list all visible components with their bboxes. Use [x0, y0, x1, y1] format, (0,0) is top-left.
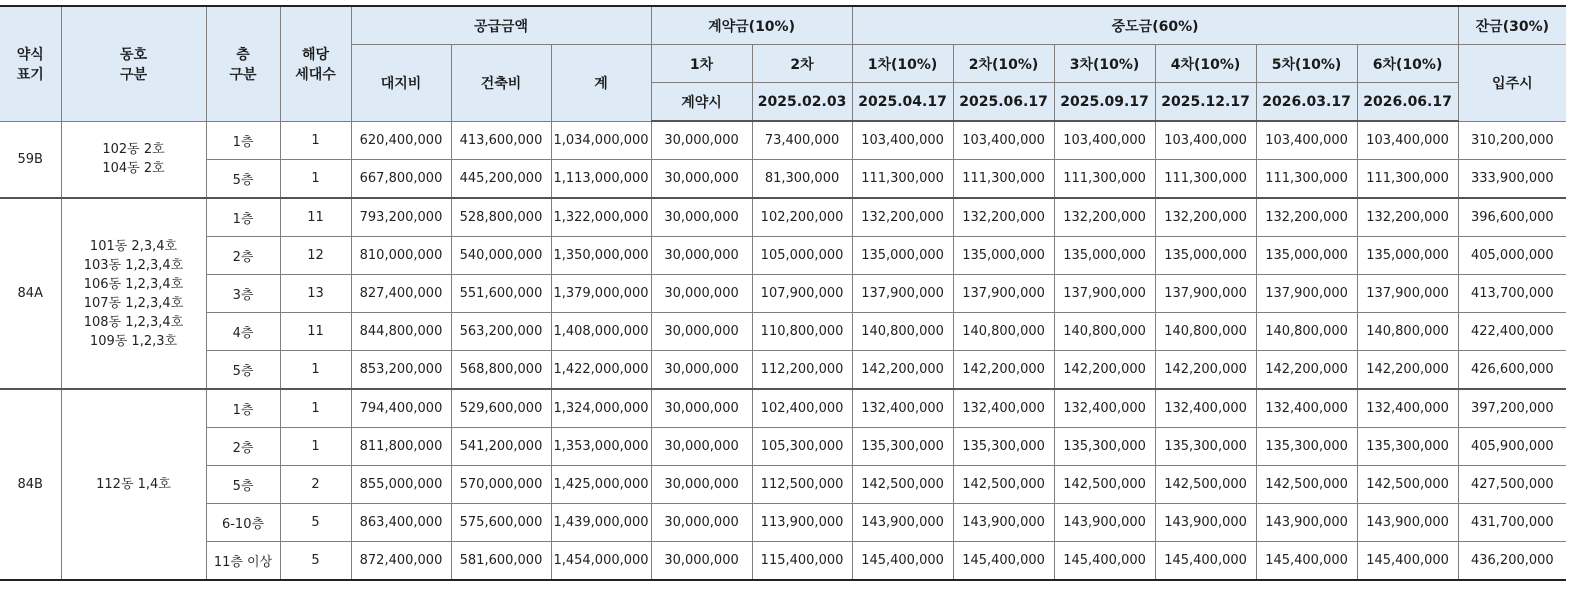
- header-type-abbr-line1: 약식: [16, 46, 44, 63]
- table-row: [0, 313, 1566, 351]
- balance-cell: 413,700,000: [1458, 275, 1566, 313]
- interim-6-cell: 142,200,000: [1357, 351, 1458, 390]
- table-row: [0, 542, 1566, 581]
- interim-6-cell: 140,800,000: [1357, 313, 1458, 351]
- total-price-cell: 1,113,000,000: [551, 160, 651, 199]
- header-type-abbr: [0, 6, 61, 121]
- deposit-2-cell: 105,000,000: [752, 237, 852, 275]
- deposit-2-cell: 102,400,000: [752, 389, 852, 428]
- deposit-1-cell: 30,000,000: [651, 428, 752, 466]
- building-price-cell: 540,000,000: [451, 237, 551, 275]
- balance-cell: 310,200,000: [1458, 121, 1566, 160]
- interim-3-cell: 103,400,000: [1054, 121, 1155, 160]
- interim-1-cell: 143,900,000: [852, 504, 953, 542]
- total-price-cell: 1,034,000,000: [551, 121, 651, 160]
- header-interim-5-date: 2026.03.17: [1256, 83, 1357, 122]
- table-row: [0, 121, 1566, 160]
- balance-cell: 397,200,000: [1458, 389, 1566, 428]
- header-interim: 중도금(60%): [852, 6, 1458, 45]
- interim-2-cell: 142,200,000: [953, 351, 1054, 390]
- deposit-1-cell: 30,000,000: [651, 121, 752, 160]
- header-supply-price: 공급금액: [351, 6, 651, 45]
- land-price-cell: 855,000,000: [351, 466, 451, 504]
- interim-4-cell: 140,800,000: [1155, 313, 1256, 351]
- interim-3-cell: 142,500,000: [1054, 466, 1155, 504]
- dong-ho-cell: [61, 198, 206, 389]
- households-cell: 13: [280, 275, 351, 313]
- dong-ho-line: 109동 1,2,3호: [89, 333, 178, 349]
- deposit-2-cell: 107,900,000: [752, 275, 852, 313]
- dong-ho-line: 104동 2호: [102, 161, 165, 177]
- header-building: 건축비: [451, 45, 551, 122]
- interim-2-cell: 132,400,000: [953, 389, 1054, 428]
- deposit-2-cell: 112,200,000: [752, 351, 852, 390]
- interim-4-cell: 137,900,000: [1155, 275, 1256, 313]
- balance-cell: 405,900,000: [1458, 428, 1566, 466]
- header-deposit-1: 1차: [651, 45, 752, 83]
- deposit-1-cell: 30,000,000: [651, 313, 752, 351]
- floor-cell: 1층: [206, 198, 280, 237]
- households-cell: 11: [280, 313, 351, 351]
- households-cell: 1: [280, 160, 351, 199]
- interim-2-cell: 140,800,000: [953, 313, 1054, 351]
- floor-cell: 5층: [206, 160, 280, 199]
- table-row: [0, 466, 1566, 504]
- building-price-cell: 581,600,000: [451, 542, 551, 581]
- table-row: [0, 237, 1566, 275]
- header-type-abbr-line2: 표기: [16, 66, 44, 83]
- interim-2-cell: 132,200,000: [953, 198, 1054, 237]
- table-row: [0, 198, 1566, 237]
- deposit-2-cell: 102,200,000: [752, 198, 852, 237]
- interim-5-cell: 135,000,000: [1256, 237, 1357, 275]
- supply-price-table: [0, 5, 1566, 581]
- floor-cell: 1층: [206, 389, 280, 428]
- floor-cell: 6-10층: [206, 504, 280, 542]
- table-row: [0, 275, 1566, 313]
- dong-ho-line: 101동 2,3,4호: [89, 238, 178, 254]
- interim-5-cell: 132,200,000: [1256, 198, 1357, 237]
- building-price-cell: 528,800,000: [451, 198, 551, 237]
- interim-4-cell: 142,200,000: [1155, 351, 1256, 390]
- interim-1-cell: 111,300,000: [852, 160, 953, 199]
- total-price-cell: 1,353,000,000: [551, 428, 651, 466]
- deposit-1-cell: 30,000,000: [651, 237, 752, 275]
- deposit-2-cell: 115,400,000: [752, 542, 852, 581]
- total-price-cell: 1,324,000,000: [551, 389, 651, 428]
- floor-cell: 2층: [206, 237, 280, 275]
- interim-1-cell: 145,400,000: [852, 542, 953, 581]
- building-price-cell: 445,200,000: [451, 160, 551, 199]
- land-price-cell: 620,400,000: [351, 121, 451, 160]
- header-interim-2-date: 2025.06.17: [953, 83, 1054, 122]
- interim-3-cell: 143,900,000: [1054, 504, 1155, 542]
- table-header: [0, 6, 1566, 121]
- interim-1-cell: 135,000,000: [852, 237, 953, 275]
- interim-2-cell: 137,900,000: [953, 275, 1054, 313]
- interim-6-cell: 111,300,000: [1357, 160, 1458, 199]
- deposit-1-cell: 30,000,000: [651, 275, 752, 313]
- header-interim-4-date: 2025.12.17: [1155, 83, 1256, 122]
- deposit-1-cell: 30,000,000: [651, 389, 752, 428]
- interim-5-cell: 142,200,000: [1256, 351, 1357, 390]
- header-interim-4: 4차(10%): [1155, 45, 1256, 83]
- deposit-1-cell: 30,000,000: [651, 160, 752, 199]
- total-price-cell: 1,379,000,000: [551, 275, 651, 313]
- deposit-1-cell: 30,000,000: [651, 351, 752, 390]
- header-floor-line2: 구분: [229, 66, 257, 83]
- dong-ho-line: 108동 1,2,3,4호: [83, 314, 184, 330]
- land-price-cell: 811,800,000: [351, 428, 451, 466]
- header-interim-6-date: 2026.06.17: [1357, 83, 1458, 122]
- interim-1-cell: 135,300,000: [852, 428, 953, 466]
- header-interim-2: 2차(10%): [953, 45, 1054, 83]
- balance-cell: 431,700,000: [1458, 504, 1566, 542]
- header-households: [280, 6, 351, 121]
- table-row: [0, 428, 1566, 466]
- balance-cell: 426,600,000: [1458, 351, 1566, 390]
- households-cell: 11: [280, 198, 351, 237]
- deposit-1-cell: 30,000,000: [651, 542, 752, 581]
- header-households-line1: 해당: [301, 46, 330, 63]
- header-floor-line1: 층: [236, 46, 250, 63]
- interim-5-cell: 111,300,000: [1256, 160, 1357, 199]
- interim-4-cell: 135,300,000: [1155, 428, 1256, 466]
- building-price-cell: 575,600,000: [451, 504, 551, 542]
- interim-4-cell: 143,900,000: [1155, 504, 1256, 542]
- header-dong-ho-line2: 구분: [119, 66, 148, 83]
- header-deposit-2-when: 2025.02.03: [752, 83, 852, 122]
- header-deposit-1-when: 계약시: [651, 83, 752, 122]
- interim-3-cell: 135,300,000: [1054, 428, 1155, 466]
- land-price-cell: 793,200,000: [351, 198, 451, 237]
- floor-cell: 5층: [206, 466, 280, 504]
- header-interim-3: 3차(10%): [1054, 45, 1155, 83]
- unit-type-cell: 84A: [0, 198, 61, 389]
- interim-4-cell: 103,400,000: [1155, 121, 1256, 160]
- interim-6-cell: 132,400,000: [1357, 389, 1458, 428]
- floor-cell: 2층: [206, 428, 280, 466]
- building-price-cell: 563,200,000: [451, 313, 551, 351]
- header-balance-when: 입주시: [1458, 45, 1566, 122]
- households-cell: 1: [280, 351, 351, 390]
- total-price-cell: 1,425,000,000: [551, 466, 651, 504]
- interim-1-cell: 142,500,000: [852, 466, 953, 504]
- interim-1-cell: 140,800,000: [852, 313, 953, 351]
- unit-type-cell: 84B: [0, 389, 61, 580]
- total-price-cell: 1,454,000,000: [551, 542, 651, 581]
- land-price-cell: 853,200,000: [351, 351, 451, 390]
- interim-2-cell: 111,300,000: [953, 160, 1054, 199]
- header-deposit-2: 2차: [752, 45, 852, 83]
- households-cell: 1: [280, 389, 351, 428]
- interim-2-cell: 103,400,000: [953, 121, 1054, 160]
- deposit-1-cell: 30,000,000: [651, 466, 752, 504]
- dong-ho-cell: [61, 389, 206, 580]
- header-interim-3-date: 2025.09.17: [1054, 83, 1155, 122]
- interim-2-cell: 143,900,000: [953, 504, 1054, 542]
- land-price-cell: 667,800,000: [351, 160, 451, 199]
- deposit-1-cell: 30,000,000: [651, 198, 752, 237]
- header-households-line2: 세대수: [295, 66, 336, 83]
- interim-6-cell: 143,900,000: [1357, 504, 1458, 542]
- households-cell: 2: [280, 466, 351, 504]
- interim-2-cell: 145,400,000: [953, 542, 1054, 581]
- interim-4-cell: 135,000,000: [1155, 237, 1256, 275]
- table-row: [0, 389, 1566, 428]
- interim-5-cell: 140,800,000: [1256, 313, 1357, 351]
- households-cell: 12: [280, 237, 351, 275]
- building-price-cell: 529,600,000: [451, 389, 551, 428]
- interim-1-cell: 137,900,000: [852, 275, 953, 313]
- interim-1-cell: 103,400,000: [852, 121, 953, 160]
- deposit-1-cell: 30,000,000: [651, 504, 752, 542]
- interim-3-cell: 142,200,000: [1054, 351, 1155, 390]
- households-cell: 1: [280, 428, 351, 466]
- land-price-cell: 794,400,000: [351, 389, 451, 428]
- balance-cell: 405,000,000: [1458, 237, 1566, 275]
- interim-3-cell: 140,800,000: [1054, 313, 1155, 351]
- header-balance: 잔금(30%): [1458, 6, 1566, 45]
- interim-6-cell: 132,200,000: [1357, 198, 1458, 237]
- total-price-cell: 1,422,000,000: [551, 351, 651, 390]
- table-body: [0, 121, 1566, 580]
- interim-3-cell: 132,200,000: [1054, 198, 1155, 237]
- dong-ho-line: 103동 1,2,3,4호: [83, 257, 184, 273]
- building-price-cell: 551,600,000: [451, 275, 551, 313]
- interim-5-cell: 143,900,000: [1256, 504, 1357, 542]
- interim-6-cell: 142,500,000: [1357, 466, 1458, 504]
- header-total: 계: [551, 45, 651, 122]
- interim-6-cell: 145,400,000: [1357, 542, 1458, 581]
- table-row: [0, 351, 1566, 390]
- deposit-2-cell: 112,500,000: [752, 466, 852, 504]
- interim-4-cell: 132,200,000: [1155, 198, 1256, 237]
- deposit-2-cell: 113,900,000: [752, 504, 852, 542]
- land-price-cell: 844,800,000: [351, 313, 451, 351]
- interim-1-cell: 132,200,000: [852, 198, 953, 237]
- interim-3-cell: 145,400,000: [1054, 542, 1155, 581]
- floor-cell: 3층: [206, 275, 280, 313]
- land-price-cell: 810,000,000: [351, 237, 451, 275]
- interim-6-cell: 135,300,000: [1357, 428, 1458, 466]
- table-row: [0, 160, 1566, 199]
- floor-cell: 11층 이상: [206, 542, 280, 581]
- dong-ho-line: 107동 1,2,3,4호: [83, 295, 184, 311]
- building-price-cell: 413,600,000: [451, 121, 551, 160]
- balance-cell: 436,200,000: [1458, 542, 1566, 581]
- total-price-cell: 1,439,000,000: [551, 504, 651, 542]
- interim-5-cell: 103,400,000: [1256, 121, 1357, 160]
- header-interim-1: 1차(10%): [852, 45, 953, 83]
- unit-type-cell: 59B: [0, 121, 61, 198]
- interim-3-cell: 135,000,000: [1054, 237, 1155, 275]
- header-dong-ho: [61, 6, 206, 121]
- interim-6-cell: 137,900,000: [1357, 275, 1458, 313]
- deposit-2-cell: 105,300,000: [752, 428, 852, 466]
- interim-5-cell: 137,900,000: [1256, 275, 1357, 313]
- building-price-cell: 570,000,000: [451, 466, 551, 504]
- header-interim-6: 6차(10%): [1357, 45, 1458, 83]
- interim-4-cell: 145,400,000: [1155, 542, 1256, 581]
- header-land: 대지비: [351, 45, 451, 122]
- dong-ho-cell: [61, 121, 206, 198]
- dong-ho-line: 112동 1,4호: [96, 477, 171, 492]
- building-price-cell: 568,800,000: [451, 351, 551, 390]
- interim-4-cell: 142,500,000: [1155, 466, 1256, 504]
- interim-2-cell: 135,300,000: [953, 428, 1054, 466]
- interim-5-cell: 145,400,000: [1256, 542, 1357, 581]
- interim-5-cell: 142,500,000: [1256, 466, 1357, 504]
- balance-cell: 333,900,000: [1458, 160, 1566, 199]
- deposit-2-cell: 81,300,000: [752, 160, 852, 199]
- households-cell: 5: [280, 504, 351, 542]
- header-deposit: 계약금(10%): [651, 6, 852, 45]
- interim-4-cell: 111,300,000: [1155, 160, 1256, 199]
- total-price-cell: 1,350,000,000: [551, 237, 651, 275]
- total-price-cell: 1,408,000,000: [551, 313, 651, 351]
- header-interim-1-date: 2025.04.17: [852, 83, 953, 122]
- table-row: [0, 504, 1566, 542]
- balance-cell: 427,500,000: [1458, 466, 1566, 504]
- land-price-cell: 872,400,000: [351, 542, 451, 581]
- deposit-2-cell: 73,400,000: [752, 121, 852, 160]
- interim-1-cell: 132,400,000: [852, 389, 953, 428]
- land-price-cell: 863,400,000: [351, 504, 451, 542]
- header-interim-5: 5차(10%): [1256, 45, 1357, 83]
- interim-2-cell: 135,000,000: [953, 237, 1054, 275]
- total-price-cell: 1,322,000,000: [551, 198, 651, 237]
- households-cell: 1: [280, 121, 351, 160]
- land-price-cell: 827,400,000: [351, 275, 451, 313]
- balance-cell: 422,400,000: [1458, 313, 1566, 351]
- interim-5-cell: 132,400,000: [1256, 389, 1357, 428]
- header-floor: [206, 6, 280, 121]
- deposit-2-cell: 110,800,000: [752, 313, 852, 351]
- interim-3-cell: 137,900,000: [1054, 275, 1155, 313]
- interim-1-cell: 142,200,000: [852, 351, 953, 390]
- interim-3-cell: 132,400,000: [1054, 389, 1155, 428]
- balance-cell: 396,600,000: [1458, 198, 1566, 237]
- floor-cell: 5층: [206, 351, 280, 390]
- interim-6-cell: 103,400,000: [1357, 121, 1458, 160]
- floor-cell: 1층: [206, 121, 280, 160]
- building-price-cell: 541,200,000: [451, 428, 551, 466]
- households-cell: 5: [280, 542, 351, 581]
- interim-4-cell: 132,400,000: [1155, 389, 1256, 428]
- interim-2-cell: 142,500,000: [953, 466, 1054, 504]
- interim-5-cell: 135,300,000: [1256, 428, 1357, 466]
- dong-ho-line: 106동 1,2,3,4호: [83, 276, 184, 292]
- header-dong-ho-line1: 동호: [119, 46, 148, 63]
- interim-6-cell: 135,000,000: [1357, 237, 1458, 275]
- floor-cell: 4층: [206, 313, 280, 351]
- dong-ho-line: 102동 2호: [102, 142, 165, 158]
- interim-3-cell: 111,300,000: [1054, 160, 1155, 199]
